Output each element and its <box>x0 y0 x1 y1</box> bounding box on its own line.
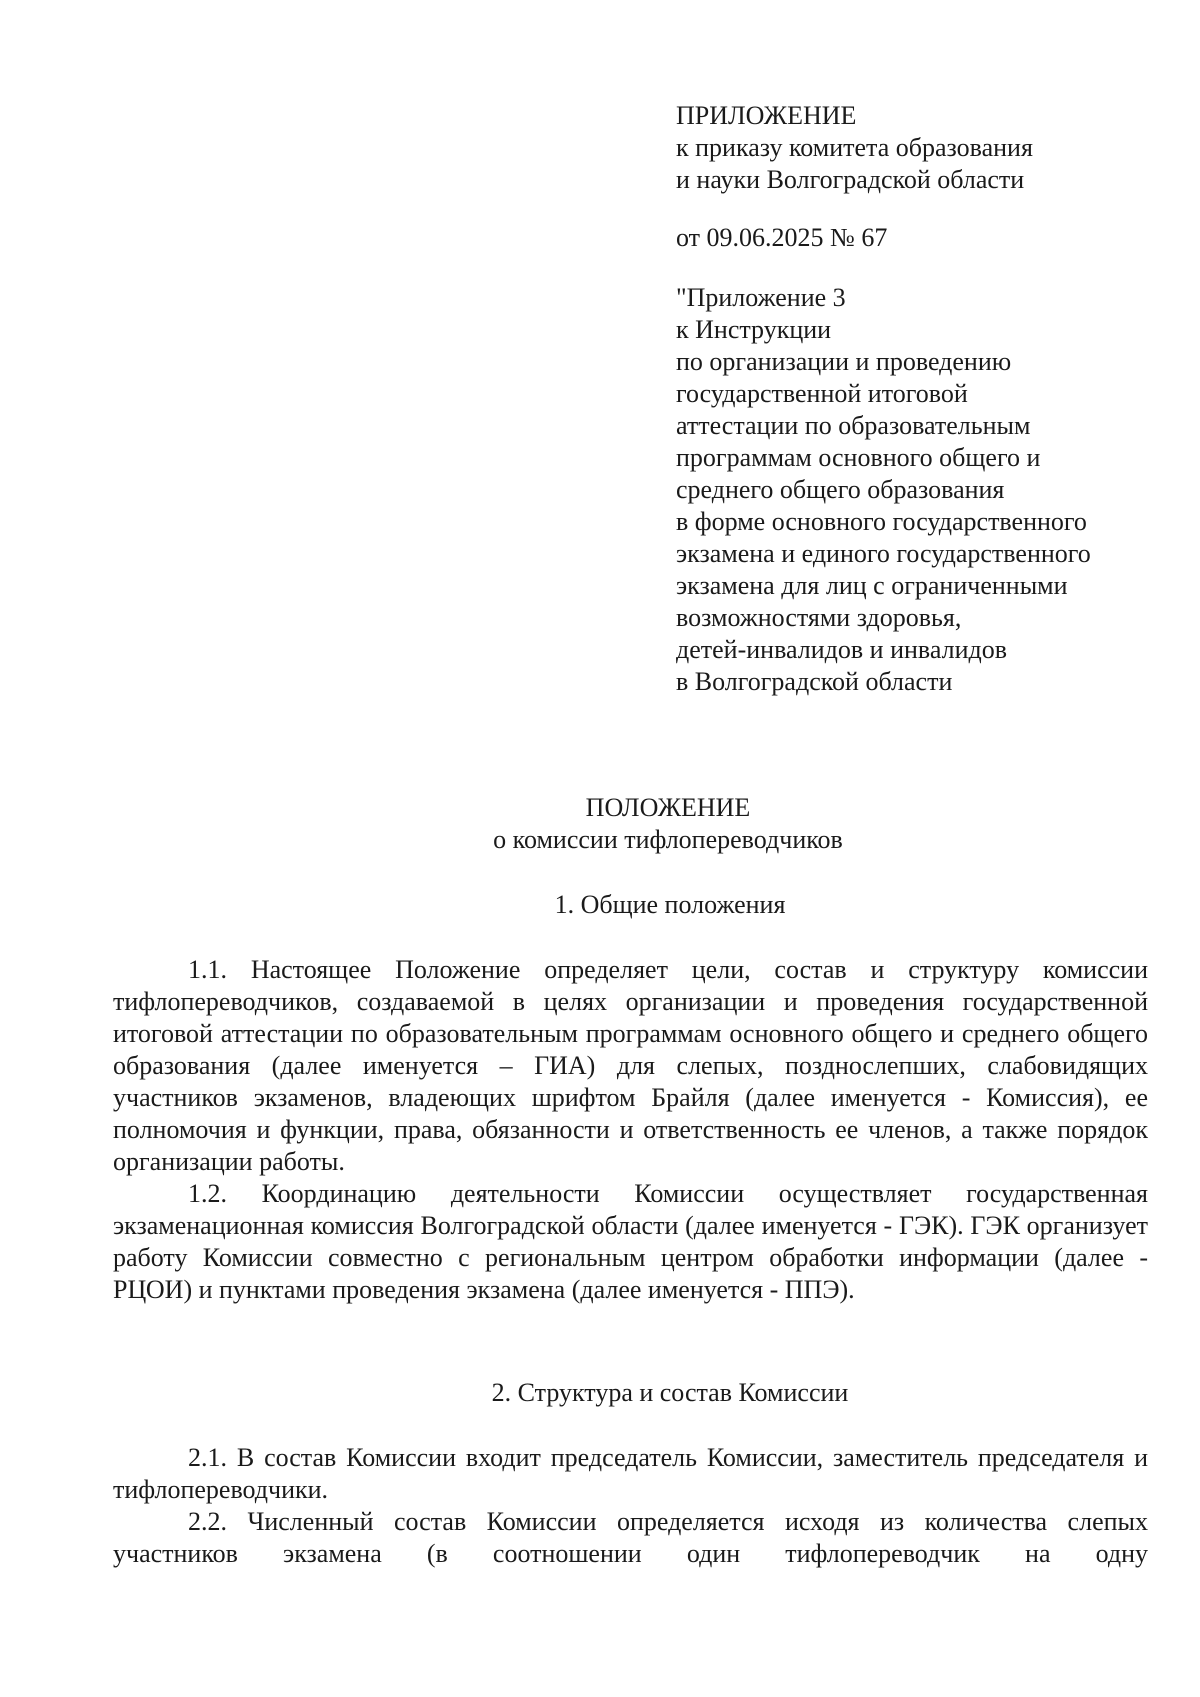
instruction-ref-line: экзамена для лиц с ограниченными <box>676 571 1068 600</box>
order-reference-line-2: и науки Волгоградской области <box>676 165 1025 194</box>
instruction-ref-line: в форме основного государственного <box>676 507 1087 536</box>
order-reference-line-1: к приказу комитета образования <box>676 133 1033 162</box>
paragraph-2-2 <box>113 1506 1148 1570</box>
instruction-ref-line: экзамена и единого государственного <box>676 539 1091 568</box>
document-subtitle: о комиссии тифлопереводчиков <box>493 825 843 854</box>
paragraph-text: 2.2. Численный состав Комиссии определяется исходя из количества слепых участников экзамена (в соотношении один тифлопереводчик на одну <box>113 1507 1148 1568</box>
instruction-ref-line: государственной итоговой <box>676 379 968 408</box>
appendix-header <box>676 100 1156 698</box>
instruction-ref-line: в Волгоградской области <box>676 667 953 696</box>
paragraph-2-1 <box>113 1442 1148 1506</box>
instruction-ref-line: к Инструкции <box>676 315 832 344</box>
instruction-ref-line: "Приложение 3 <box>676 283 846 312</box>
appendix-label: ПРИЛОЖЕНИЕ <box>676 101 857 130</box>
paragraph-text: 1.1. Настоящее Положение определяет цели, состав и структуру комиссии тифлопереводчиков, создаваемой в целях организации и проведения государственной итоговой аттестации по образовательным программам основного общего и среднего общего образования (далее именуется – ГИА) для слепых, позднослепших, слабовидящих участников экзаменов, владеющих шрифтом Брайля (далее именуется - Комиссия), ее полномочия и функции, права, обязанности и ответственность ее членов, а также порядок организации работы. <box>113 955 1148 1176</box>
instruction-ref-line: среднего общего образования <box>676 475 1005 504</box>
paragraph-1-1 <box>113 954 1148 1178</box>
instruction-ref-line: аттестации по образовательным <box>676 411 1031 440</box>
section-heading-structure: 2. Структура и состав Комиссии <box>491 1378 849 1407</box>
paragraph-text: 1.2. Координацию деятельности Комиссии осуществляет государственная экзаменационная комиссия Волгоградской области (далее именуется - ГЭК). ГЭК организует работу Комиссии совместно с региональным центром обработки информации (далее - РЦОИ) и пунктами проведения экзамена (далее именуется - ППЭ). <box>113 1179 1148 1304</box>
instruction-ref-line: программам основного общего и <box>676 443 1041 472</box>
document-title: ПОЛОЖЕНИЕ <box>585 793 751 822</box>
order-date-number: от 09.06.2025 № 67 <box>676 223 888 252</box>
instruction-ref-line: по организации и проведению <box>676 347 1012 376</box>
paragraph-1-2 <box>113 1178 1148 1306</box>
spacer <box>676 196 1156 222</box>
instruction-ref-line: возможностями здоровья, <box>676 603 962 632</box>
section-heading-general: 1. Общие положения <box>554 890 786 919</box>
paragraph-text: 2.1. В состав Комиссии входит председатель Комиссии, заместитель председателя и тифлопереводчики. <box>113 1443 1148 1504</box>
instruction-ref-line: детей-инвалидов и инвалидов <box>676 635 1008 664</box>
spacer <box>676 254 1156 282</box>
